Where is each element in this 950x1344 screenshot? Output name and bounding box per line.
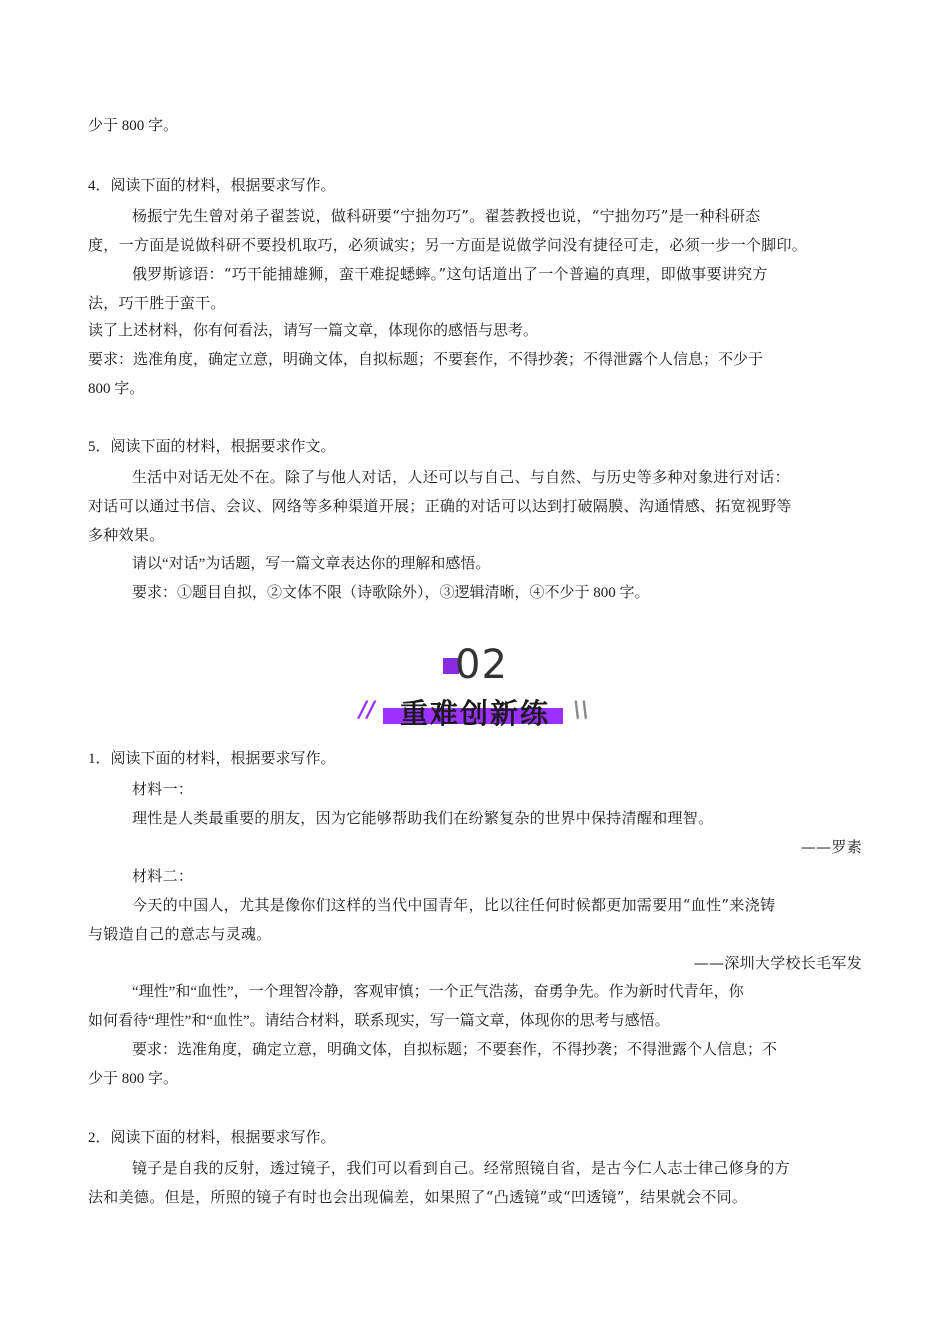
q5-paragraph-line: 多种效果。 (88, 526, 165, 544)
q4-requirement-line: 800 字。 (88, 381, 145, 397)
material-1-text: 理性是人类最重要的朋友，因为它能够帮助我们在纷繁复杂的世界中保持清醒和理智。 (132, 809, 714, 827)
q5-paragraph-line: 生活中对话无处不在。除了与他人对话，人还可以与自己、与自然、与历史等多种对象进行对话： (132, 468, 790, 486)
section-banner (355, 640, 595, 732)
material-1-source: ——罗素 (800, 838, 862, 856)
banner-slash-right: \\ (573, 698, 590, 723)
continuation-text: 少于 800 字。 (88, 118, 179, 134)
s1-prompt-line: “理性”和“血性”，一个理智冷静，客观审慎；一个正气浩荡，奋勇争先。作为新时代青年，你 (132, 984, 744, 1000)
section-title: 重难创新练 (399, 697, 550, 730)
q4-paragraph-line: 俄罗斯谚语：“巧干能捕雄狮，蛮干难捉蟋蟀。”这句话道出了一个普遍的真理，即做事要讲究方 (132, 265, 768, 283)
s1-requirement-line: 少于 800 字。 (88, 1071, 179, 1087)
q4-requirement-line: 要求：选准角度，确定立意，明确文体，自拟标题；不要套作，不得抄袭；不得泄露个人信息；不少于 (88, 352, 764, 368)
banner-slash-left: // (359, 698, 376, 723)
q5-paragraph-line: 请以“对话”为话题，写一篇文章表达你的理解和感悟。 (132, 556, 491, 572)
s2-paragraph-line: 镜子是自我的反射，透过镜子，我们可以看到自己。经常照镜自省，是古今仁人志士律己修身的方 (132, 1159, 790, 1177)
q5-requirement-line: 要求：①题目自拟，②文体不限（诗歌除外），③逻辑清晰，④不少于 800 字。 (132, 585, 650, 601)
material-2-label: 材料二： (132, 867, 194, 885)
q4-paragraph-line: 读了上述材料，你有何看法，请写一篇文章，体现你的感悟与思考。 (88, 323, 539, 339)
s1-prompt-line: 如何看待“理性”和“血性”。请结合材料，联系现实，写一篇文章，体现你的思考与感悟。 (88, 1013, 670, 1029)
question-5-heading: 5．阅读下面的材料，根据要求作文。 (88, 439, 336, 455)
s2-paragraph-line: 法和美德。但是，所照的镜子有时也会出现偏差，如果照了“凸透镜”或“凹透镜”，结果就会不同。 (88, 1188, 748, 1206)
material-2-text-line: 与锻造自己的意志与灵魂。 (88, 925, 272, 943)
section-question-1-heading: 1．阅读下面的材料，根据要求写作。 (88, 751, 336, 767)
material-1-label: 材料一： (132, 780, 194, 798)
material-2-source: ——深圳大学校长毛军发 (693, 954, 862, 972)
material-2-text-line: 今天的中国人，尤其是像你们这样的当代中国青年，比以往任何时候都更加需要用“血性”来浇铸 (132, 896, 776, 914)
section-number: 02 (455, 642, 508, 688)
s1-requirement-line: 要求：选准角度，确定立意，明确文体，自拟标题；不要套作，不得抄袭；不得泄露个人信息；不 (132, 1042, 778, 1058)
q4-paragraph-line: 度，一方面是说做科研不要投机取巧，必须诚实；另一方面是说做学问没有捷径可走，必须一步一个脚印。 (88, 236, 808, 254)
q4-paragraph-line: 法，巧干胜于蛮干。 (88, 294, 226, 312)
question-4-heading: 4．阅读下面的材料，根据要求写作。 (88, 178, 336, 194)
q5-paragraph-line: 对话可以通过书信、会议、网络等多种渠道开展；正确的对话可以达到打破隔膜、沟通情感、拓宽视野等 (88, 497, 792, 515)
section-question-2-heading: 2．阅读下面的材料，根据要求写作。 (88, 1130, 336, 1146)
q4-paragraph-line: 杨振宁先生曾对弟子翟荟说，做科研要“宁拙勿巧”。翟荟教授也说，“宁拙勿巧”是一种科研态 (132, 207, 761, 225)
